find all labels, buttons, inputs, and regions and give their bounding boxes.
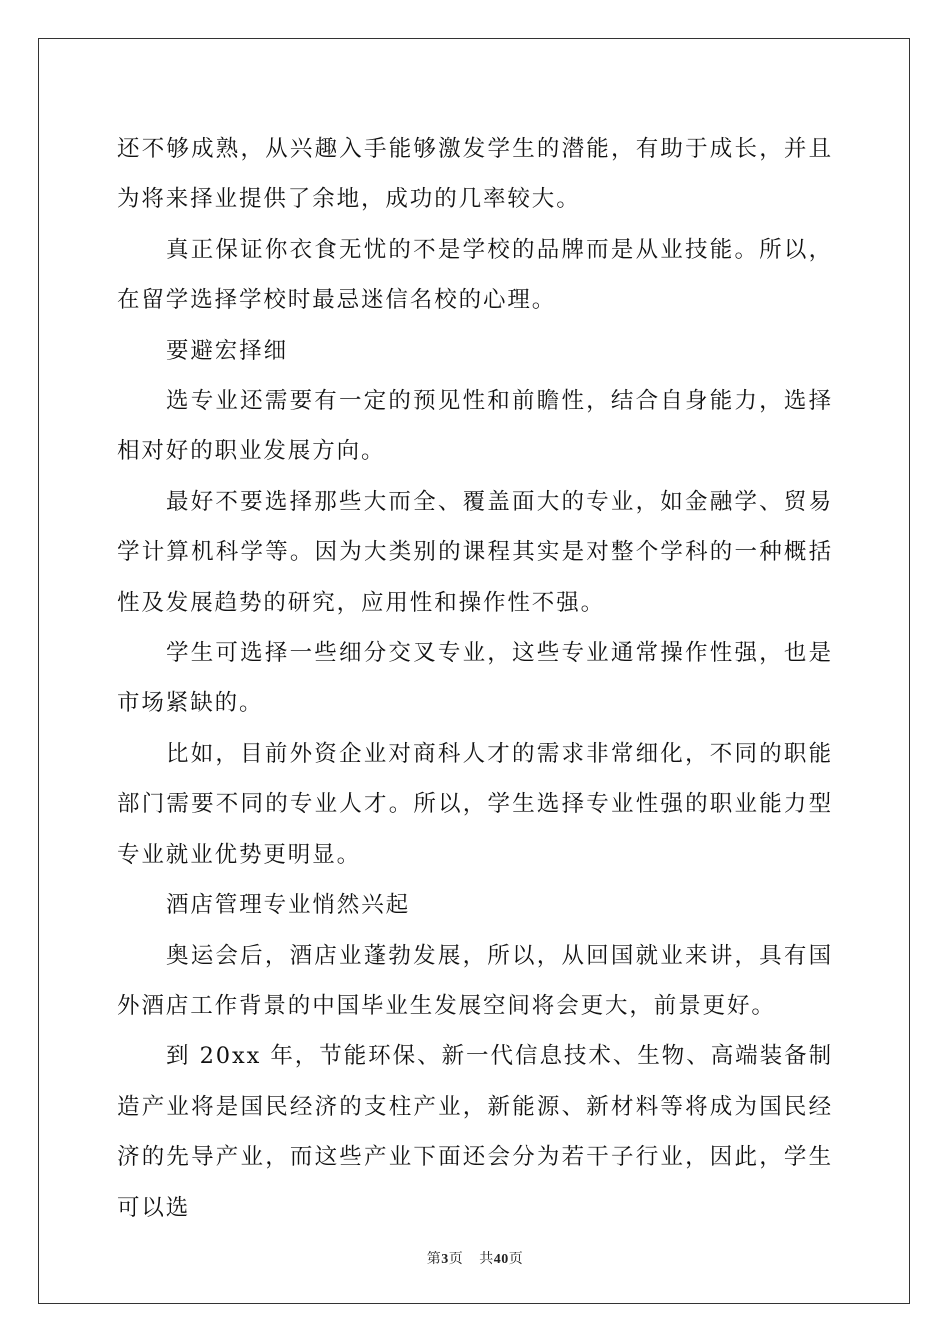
total-pages-label: 共40页 — [479, 1251, 524, 1267]
page-number-label: 第3页 — [426, 1251, 464, 1267]
paragraph: 选专业还需要有一定的预见性和前瞻性，结合自身能力，选择相对好的职业发展方向。 — [117, 388, 833, 465]
total-pages: 40 — [493, 1252, 509, 1267]
page-number: 3 — [441, 1252, 449, 1267]
paragraph: 最好不要选择那些大而全、覆盖面大的专业，如金融学、贸易学计算机科学等。因为大类别的课程其实是对整个学科的一种概括性及发展趋势的研究，应用性和操作性不强。 — [117, 488, 833, 616]
paragraph: 学生可选择一些细分交叉专业，这些专业通常操作性强，也是市场紧缺的。 — [117, 640, 833, 717]
paragraph: 奥运会后，酒店业蓬勃发展，所以，从回国就业来讲，具有国外酒店工作背景的中国毕业生发展空间将会更大，前景更好。 — [117, 942, 833, 1019]
section-heading: 酒店管理专业悄然兴起 — [166, 892, 411, 919]
paragraph-continued: 还不够成熟，从兴趣入手能够激发学生的潜能，有助于成长，并且为将来择业提供了余地，成功的几率较大。 — [117, 136, 833, 213]
paragraph: 真正保证你衣食无忧的不是学校的品牌而是从业技能。所以，在留学选择学校时最忌迷信名校的心理。 — [117, 236, 833, 314]
paragraph: 到 20xx 年，节能环保、新一代信息技术、生物、高端装备制造产业将是国民经济的支柱产业，新能源、新材料等将成为国民经济的先导产业，而这些产业下面还会分为若干子行业，因此，学生可以选 — [117, 1043, 833, 1221]
section-heading: 要避宏择细 — [166, 337, 289, 364]
paragraph: 比如，目前外资企业对商科人才的需求非常细化，不同的职能部门需要不同的专业人才。所以，学生选择专业性强的职业能力型专业就业优势更明显。 — [117, 740, 833, 868]
page-footer — [0, 1248, 950, 1268]
document-body — [117, 124, 833, 1233]
